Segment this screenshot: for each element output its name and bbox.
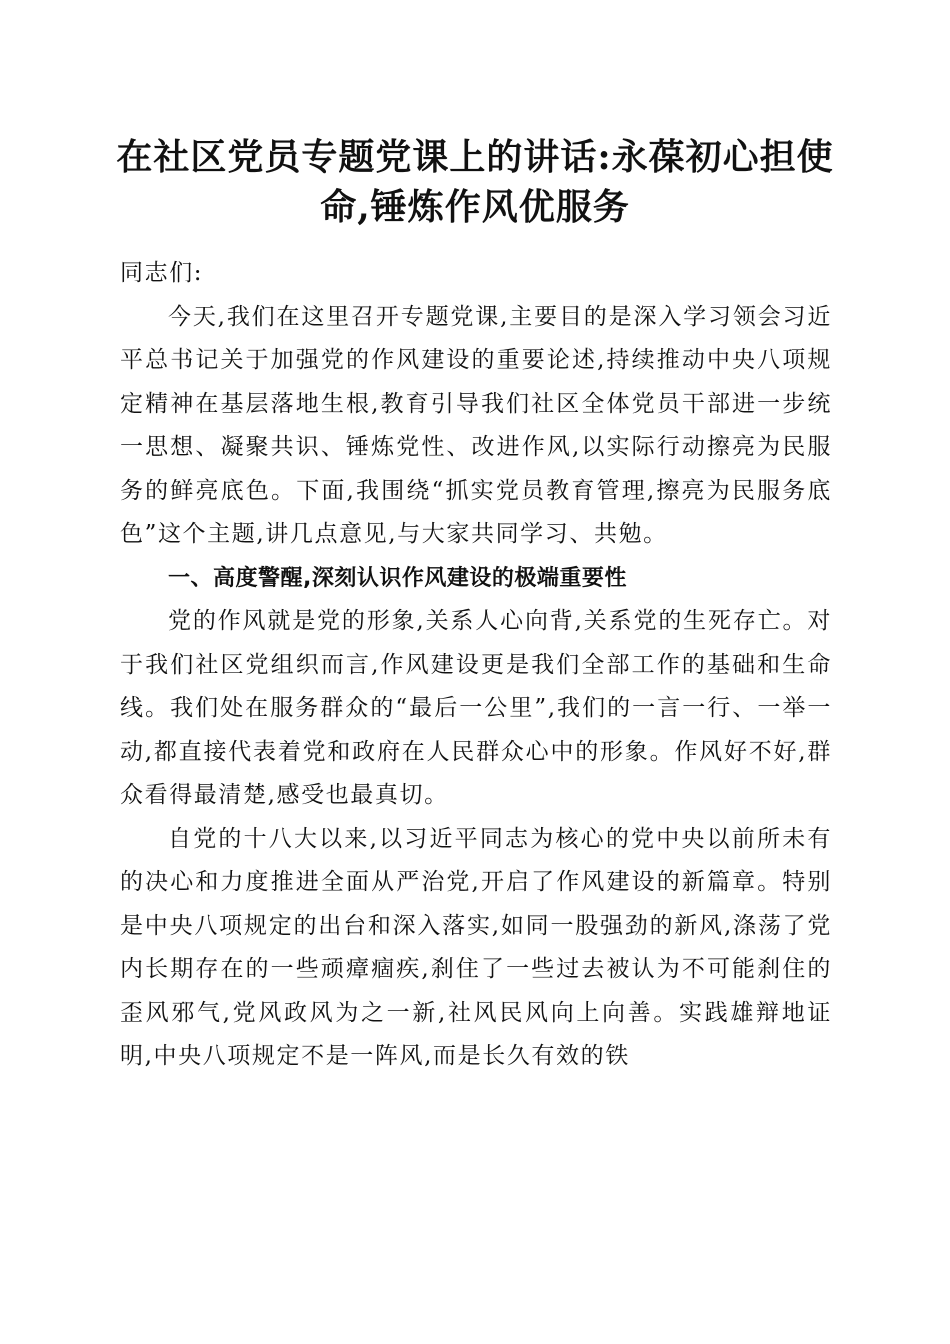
- document-body: [120, 252, 832, 1079]
- salutation: 同志们:: [120, 260, 204, 286]
- section-heading-1: 一、高度警醒,深刻认识作风建设的极端重要性: [168, 565, 627, 591]
- intro-paragraph: 今天,我们在这里召开专题党课,主要目的是深入学习领会习近平总书记关于加强党的作风建设的重要论述,持续推动中央八项规定精神在基层落地生根,教育引导我们社区全体党员干部进一步统一思想、凝聚共识、锤炼党性、改进作风,以实际行动擦亮为民服务的鲜亮底色。下面,我围绕“抓实党员教育管理,擦亮为民服务底色”这个主题,讲几点意见,与大家共同学习、共勉。: [120, 303, 832, 547]
- section-1-paragraph-2: 自党的十八大以来,以习近平同志为核心的党中央以前所未有的决心和力度推进全面从严治党,开启了作风建设的新篇章。特别是中央八项规定的出台和深入落实,如同一股强劲的新风,涤荡了党内长期存在的一些顽瘴痼疾,刹住了一些过去被认为不可能刹住的歪风邪气,党风政风为之一新,社风民风向上向善。实践雄辩地证明,中央八项规定不是一阵风,而是长久有效的铁: [120, 825, 832, 1069]
- section-1-paragraph-1: 党的作风就是党的形象,关系人心向背,关系党的生死存亡。对于我们社区党组织而言,作风建设更是我们全部工作的基础和生命线。我们处在服务群众的“最后一公里”,我们的一言一行、一举一动,都直接代表着党和政府在人民群众心中的形象。作风好不好,群众看得最清楚,感受也最真切。: [120, 608, 832, 808]
- document-title: 在社区党员专题党课上的讲话:永葆初心担使命,锤炼作风优服务: [116, 136, 834, 228]
